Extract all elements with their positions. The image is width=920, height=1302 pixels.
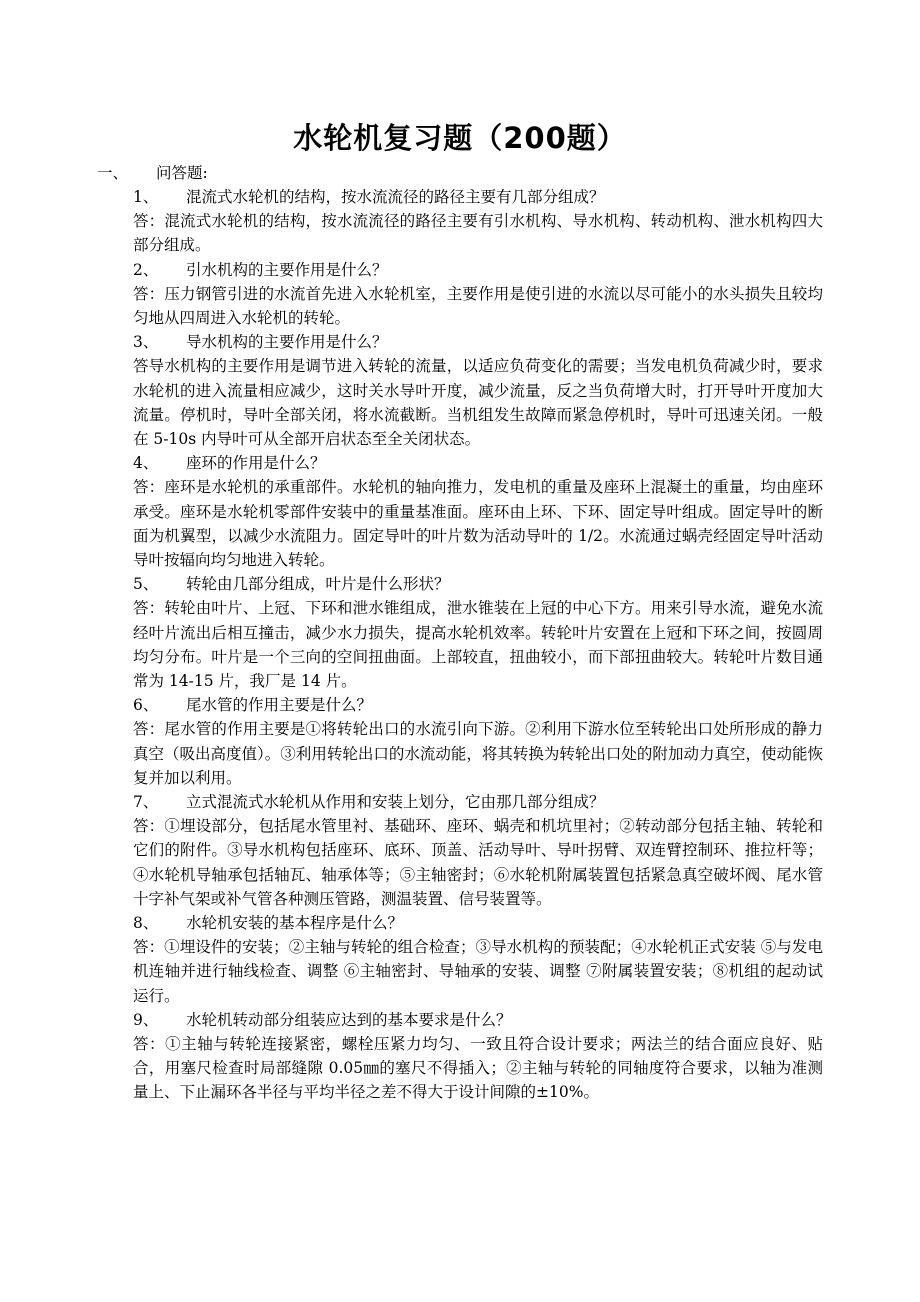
question-line — [133, 790, 823, 814]
answer-text: 答导水机构的主要作用是调节进入转轮的流量，以适应负荷变化的需要；当发电机负荷减少时，要求水轮机的进入流量相应减少，这时关水导叶开度，减少流量，反之当负荷增大时，打开导叶开度加大流量。停机时，导叶全部关闭，将水流截断。当机组发生故障而紧急停机时，导叶可迅速关闭。一般在 5-10s 内导叶可从全部开启状态至全关闭状态。 — [133, 357, 823, 448]
question-text: 混流式水轮机的结构，按水流流径的路径主要有几部分组成？ — [186, 188, 605, 206]
answer-text: 答：压力钢管引进的水流首先进入水轮机室，主要作用是使引进的水流以尽可能小的水头损失且较均匀地从四周进入水轮机的转轮。 — [133, 284, 823, 327]
question-text: 水轮机转动部分组装应达到的基本要求是什么？ — [186, 1010, 512, 1029]
question-line — [133, 572, 823, 596]
section-label: 问答题: — [156, 164, 208, 182]
document-title: 水轮机复习题（200题） — [293, 121, 627, 155]
question-number: 9、 — [133, 1010, 159, 1029]
answer-text: 答：尾水管的作用主要是①将转轮出口的水流引向下游。②利用下游水位至转轮出口处所形成的静力真空（吸出高度值）。③利用转轮出口的水流动能，将其转换为转轮出口处的附加动力真空，使动能恢复并加以利用。 — [133, 720, 823, 787]
section-heading — [0, 161, 920, 185]
question-number: 7、 — [133, 792, 159, 811]
question-text: 水轮机安装的基本程序是什么？ — [186, 913, 404, 932]
question-number: 6、 — [133, 696, 159, 715]
question-text: 导水机构的主要作用是什么？ — [186, 333, 388, 352]
question-line — [133, 911, 823, 935]
question-line — [133, 451, 823, 475]
qa-list — [133, 185, 823, 1105]
question-number: 5、 — [133, 575, 159, 594]
qa-item — [133, 693, 823, 790]
question-number: 1、 — [133, 188, 159, 206]
question-line — [133, 330, 823, 354]
answer-text: 答：①埋设部分，包括尾水管里衬、基础环、座环、蜗壳和机坑里衬；②转动部分包括主轴、转轮和它们的附件。③导水机构包括座环、底环、顶盖、活动导叶、导叶拐臂、双连臂控制环、推拉杆等；④水轮机导轴承包括轴瓦、轴承体等；⑤主轴密封；⑥水轮机附属装置包括紧急真空破坏阀、尾水管十字补气架或补气管各种测压管路，测温装置、信号装置等。 — [133, 817, 823, 908]
question-line — [133, 258, 823, 282]
answer-text: 答：座环是水轮机的承重部件。水轮机的轴向推力，发电机的重量及座环上混凝土的重量，均由座环承受。座环是水轮机零部件安装中的重量基准面。座环由上环、下环、固定导叶组成。固定导叶的断面为机翼型，以减少水流阻力。固定导叶的叶片数为活动导叶的 1/2。水流通过蜗壳经固定导叶活动导叶按辐向均匀地进入转轮。 — [133, 478, 823, 569]
qa-item — [133, 258, 823, 331]
question-number: 3、 — [133, 333, 159, 352]
answer-text: 答：①埋设件的安装；②主轴与转轮的组合检查；③导水机构的预装配；④水轮机正式安装 ⑤与发电机连轴并进行轴线检查、调整 ⑥主轴密封、导轴承的安装、调整 ⑦附属装置安装；⑧机组的起动试运行。 — [133, 938, 823, 1005]
answer-text: 答：①主轴与转轮连接紧密，螺栓压紧力均匀、一致且符合设计要求；两法兰的结合面应良好、贴合，用塞尺检查时局部缝隙 0.05㎜的塞尺不得插入；②主轴与转轮的同轴度符合要求，以轴为准测量上、下止漏环各半径与平均半径之差不得大于设计间隙的±10%。 — [133, 1034, 823, 1102]
answer-text: 答：转轮由叶片、上冠、下环和泄水锥组成，泄水锥装在上冠的中心下方。用来引导水流，避免水流经叶片流出后相互撞击，减少水力损失，提高水轮机效率。转轮叶片安置在上冠和下环之间，按圆周均匀分布。叶片是一个三向的空间扭曲面。上部较直，扭曲较小，而下部扭曲较大。转轮叶片数目通常为 14-15 片，我厂是 14 片。 — [133, 599, 823, 690]
qa-item — [133, 451, 823, 572]
question-text: 座环的作用是什么？ — [186, 454, 326, 473]
answer-text: 答：混流式水轮机的结构，按水流流径的路径主要有引水机构、导水机构、转动机构、泄水机构四大部分组成。 — [133, 212, 823, 255]
qa-item — [133, 911, 823, 1008]
question-text: 立式混流式水轮机从作用和安装上划分，它由那几部分组成？ — [186, 792, 605, 811]
qa-item — [133, 185, 823, 258]
qa-item — [133, 572, 823, 693]
qa-item — [133, 1008, 823, 1105]
question-number: 4、 — [133, 454, 159, 473]
section-number: 一、 — [97, 164, 129, 182]
question-line — [133, 693, 823, 717]
question-line — [133, 185, 823, 209]
question-number: 8、 — [133, 913, 159, 932]
qa-item — [133, 790, 823, 911]
question-text: 尾水管的作用主要是什么？ — [186, 696, 373, 715]
question-text: 引水机构的主要作用是什么？ — [186, 260, 388, 279]
question-text: 转轮由几部分组成，叶片是什么形状？ — [186, 575, 450, 594]
question-number: 2、 — [133, 260, 159, 279]
qa-item — [133, 330, 823, 451]
question-line — [133, 1008, 823, 1032]
